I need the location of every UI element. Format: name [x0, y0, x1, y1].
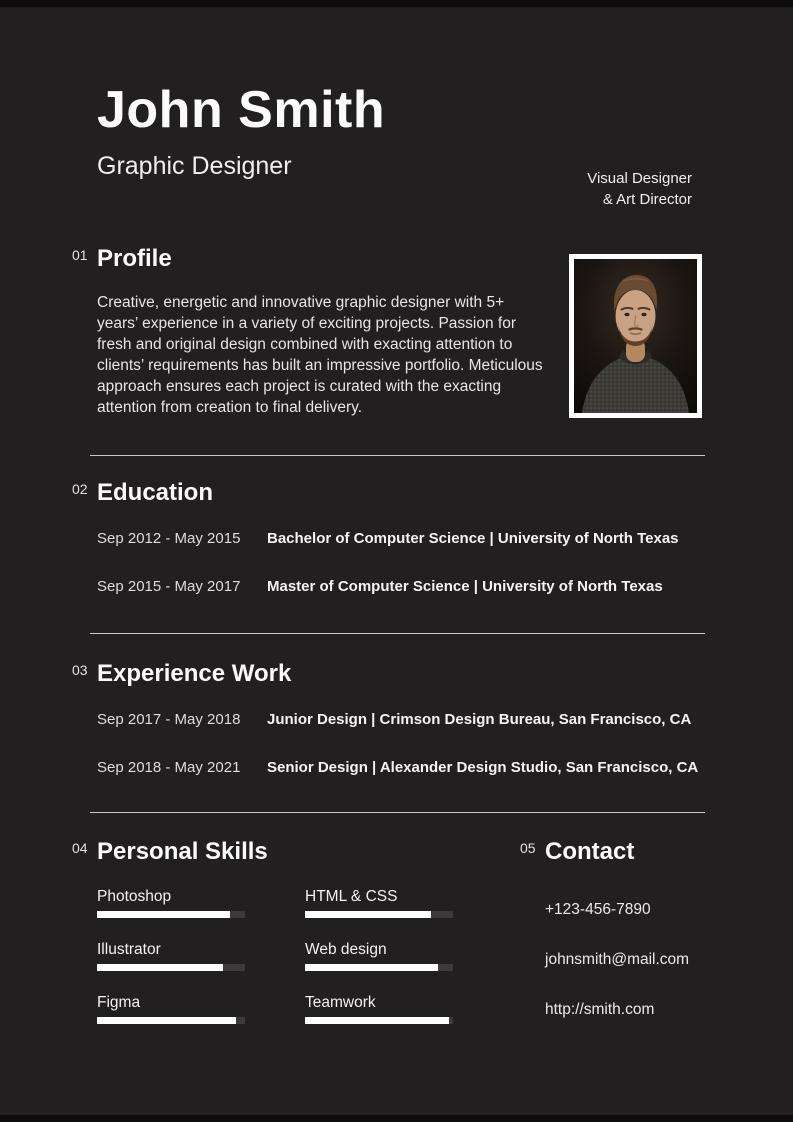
profile-heading-label: Profile	[97, 245, 172, 272]
education-list	[97, 530, 717, 595]
item-description: Master of Computer Science | University of North Texas	[267, 578, 663, 595]
skill-bar-track	[97, 1017, 245, 1024]
section-skills	[72, 837, 477, 1024]
section-divider	[90, 812, 705, 813]
tagline-line-1: Visual Designer	[587, 170, 692, 187]
skill-bar-track	[305, 964, 453, 971]
date-range: Sep 2012 - May 2015	[97, 530, 241, 547]
skills-grid	[97, 888, 477, 1024]
item-description: Junior Design | Crimson Design Bureau, San Francisco, CA	[267, 711, 692, 728]
section-profile	[72, 244, 547, 418]
person-name: John Smith	[97, 81, 386, 139]
skill-label: Web design	[305, 941, 387, 958]
skill-bar-fill	[97, 1017, 236, 1024]
skill-bar-fill	[97, 911, 230, 918]
section-experience	[72, 659, 717, 807]
contact-item: http://smith.com	[545, 1001, 655, 1018]
skill-label: Photoshop	[97, 888, 172, 905]
skills-heading-label: Personal Skills	[97, 838, 268, 865]
section-education	[72, 478, 717, 626]
skill-bar-track	[97, 911, 245, 918]
skill-item	[97, 941, 245, 971]
skill-bar-fill	[305, 964, 438, 971]
education-item	[97, 578, 717, 595]
contact-heading-label: Contact	[545, 838, 635, 865]
skills-section-number: 04	[72, 840, 88, 856]
skill-bar-fill	[305, 911, 431, 918]
contact-item: johnsmith@mail.com	[545, 951, 690, 968]
contact-heading	[520, 837, 745, 867]
skill-item	[97, 994, 245, 1024]
page-edge-bottom	[0, 1115, 793, 1122]
section-divider	[90, 633, 705, 634]
profile-heading	[72, 244, 547, 274]
profile-photo	[569, 254, 702, 418]
education-section-number: 02	[72, 481, 88, 497]
skill-item	[97, 888, 245, 918]
education-item	[97, 530, 717, 547]
skills-heading	[72, 837, 477, 867]
profile-summary-text: Creative, energetic and innovative graphic designer with 5+ years’ experience in a variety of exciting projects. Passion for fresh and original design combined with exacting attention to clients’ requirements has built an impressive portfolio. Meticulous approach ensures each project is curated with the exacting attention from creation to final delivery.	[97, 294, 543, 416]
person-tagline	[587, 168, 692, 210]
skill-bar-track	[305, 1017, 453, 1024]
profile-section-number: 01	[72, 247, 88, 263]
education-heading-label: Education	[97, 479, 214, 506]
skill-item	[305, 994, 453, 1024]
person-job-title: Graphic Designer	[97, 152, 292, 180]
contact-list	[545, 901, 745, 1019]
skill-item	[305, 941, 453, 971]
experience-heading	[72, 659, 717, 689]
portrait-illustration	[574, 259, 697, 413]
date-range: Sep 2018 - May 2021	[97, 759, 241, 776]
skill-label: HTML & CSS	[305, 888, 398, 905]
skill-bar-fill	[305, 1017, 449, 1024]
skill-bar-track	[97, 964, 245, 971]
experience-heading-label: Experience Work	[97, 660, 292, 687]
date-range: Sep 2015 - May 2017	[97, 578, 241, 595]
skill-bar-track	[305, 911, 453, 918]
section-divider	[90, 455, 705, 456]
page-edge-top	[0, 0, 793, 7]
tagline-line-2: & Art Director	[602, 191, 692, 208]
skill-bar-fill	[97, 964, 223, 971]
section-contact	[520, 837, 745, 1051]
experience-item	[97, 759, 717, 776]
education-heading	[72, 478, 717, 508]
skill-label: Teamwork	[305, 994, 376, 1011]
experience-item	[97, 711, 717, 728]
skill-label: Figma	[97, 994, 141, 1011]
item-description: Senior Design | Alexander Design Studio, San Francisco, CA	[267, 759, 699, 776]
contact-item: +123-456-7890	[545, 901, 651, 918]
experience-list	[97, 711, 717, 776]
skill-item	[305, 888, 453, 918]
experience-section-number: 03	[72, 662, 88, 678]
date-range: Sep 2017 - May 2018	[97, 711, 241, 728]
item-description: Bachelor of Computer Science | University of North Texas	[267, 530, 679, 547]
skill-label: Illustrator	[97, 941, 161, 958]
contact-section-number: 05	[520, 840, 536, 856]
